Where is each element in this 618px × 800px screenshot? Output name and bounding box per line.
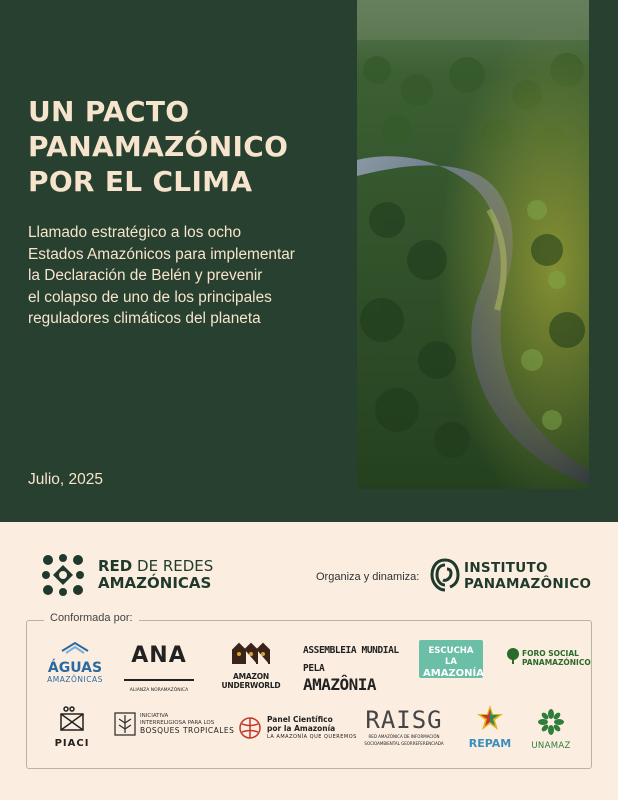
subtitle-line: el colapso de uno de los principales — [28, 288, 272, 306]
de-redes-words: DE REDES — [132, 557, 214, 575]
title-line: POR EL CLIMA — [28, 165, 253, 198]
subtitle-line: la Declaración de Belén y prevenir — [28, 267, 263, 284]
piaci-text: PIACI — [54, 738, 90, 749]
instituto-text — [464, 561, 591, 592]
foro-line2: PANAMAZÓNICO — [522, 657, 591, 667]
repam-logo — [464, 704, 516, 750]
foro-tree-icon — [506, 648, 520, 664]
panel-text — [267, 716, 335, 733]
amazon-underworld-text: AMAZON UNDERWORLD — [221, 672, 281, 690]
iniciativa-mark-icon — [113, 711, 137, 737]
iniciativa-line2: INTERRELIGIOSA PARA LOS — [140, 720, 215, 726]
escucha-la-amazonia-logo — [419, 640, 483, 678]
unamaz-leaf-icon — [538, 709, 564, 735]
amazonicas-word: AMAZÓNICAS — [98, 574, 212, 592]
raisg-line1: RED AMAZÓNICA DE INFORMACIÓN — [368, 734, 440, 739]
raisg-logo — [358, 708, 450, 746]
panel-line2: por la Amazonía — [267, 723, 336, 733]
escucha-line2: AMAZONÍA — [423, 668, 485, 679]
subtitle-line: Estados Amazónicos para implementar — [28, 245, 295, 263]
repam-star-icon — [475, 704, 505, 732]
panel-globe-icon — [238, 716, 262, 740]
red-de-redes-text — [98, 558, 213, 592]
assembleia-pela: PELA — [303, 663, 325, 674]
panamazonico-line: PANAMAZÔNICO — [464, 575, 592, 592]
red-de-redes-mark-icon — [42, 554, 84, 596]
escucha-line1: ESCUCHA LA — [428, 646, 474, 667]
aguas-subtitle: AMAZÔNICAS — [47, 675, 103, 684]
red-word: RED — [98, 557, 133, 575]
aguas-amazonicas-logo — [46, 640, 104, 684]
assembleia-mundial-logo — [303, 645, 399, 694]
piaci-logo — [54, 706, 90, 749]
subtitle-line: reguladores climáticos del planeta — [28, 310, 261, 327]
organiza-label: Organiza y dinamiza: — [316, 571, 420, 583]
unamaz-logo — [528, 709, 574, 751]
subtitle-line: Llamado estratégico a los ocho — [28, 224, 242, 241]
red-de-redes-logo — [42, 552, 212, 598]
amazon-underworld-mark-icon — [231, 642, 271, 666]
assembleia-amazonia: AMAZÔNIA — [303, 675, 377, 694]
title-line: UN PACTO — [28, 95, 190, 128]
foro-line1: FORO SOCIAL — [522, 649, 579, 658]
panel-line1: Panel Científico — [267, 715, 333, 724]
iniciativa-line3: BOSQUES TROPICALES — [140, 726, 235, 735]
aguas-title: ÁGUAS — [47, 660, 103, 676]
title-line: PANAMAZÓNICO — [28, 130, 289, 163]
iniciativa-line1: INICIATIVA — [140, 713, 169, 719]
assembleia-line1: ASSEMBLEIA MUNDIAL — [303, 645, 399, 656]
instituto-panamazonico-logo — [430, 557, 600, 597]
piaci-mark-icon — [57, 706, 87, 732]
panel-line3: LA AMAZONÍA QUE QUEREMOS — [267, 734, 357, 740]
cover-subtitle — [28, 222, 338, 330]
iniciativa-text — [140, 713, 214, 727]
cover-date: Julio, 2025 — [28, 471, 103, 488]
instituto-line: INSTITUTO — [464, 560, 548, 576]
cover-title — [28, 94, 328, 199]
unamaz-text: UNAMAZ — [531, 741, 571, 751]
ana-title: ANA — [131, 643, 187, 668]
foro-text — [522, 650, 591, 667]
aguas-wave-icon — [60, 641, 90, 655]
raisg-title: RAISG — [365, 706, 443, 734]
ana-underline-icon — [124, 678, 194, 682]
amazon-underworld-logo — [216, 642, 286, 690]
raisg-line2: SOCIOAMBIENTAL GEORREFERENCIADA — [364, 741, 444, 746]
forest-river-photo — [357, 0, 589, 489]
repam-title: REPAM — [468, 737, 512, 750]
ana-subtitle: ALIANZA NORAMAZÓNICA — [129, 688, 189, 693]
ana-logo — [124, 645, 194, 693]
conformada-label: Conformada por: — [44, 612, 139, 624]
instituto-mark-icon — [430, 557, 460, 593]
